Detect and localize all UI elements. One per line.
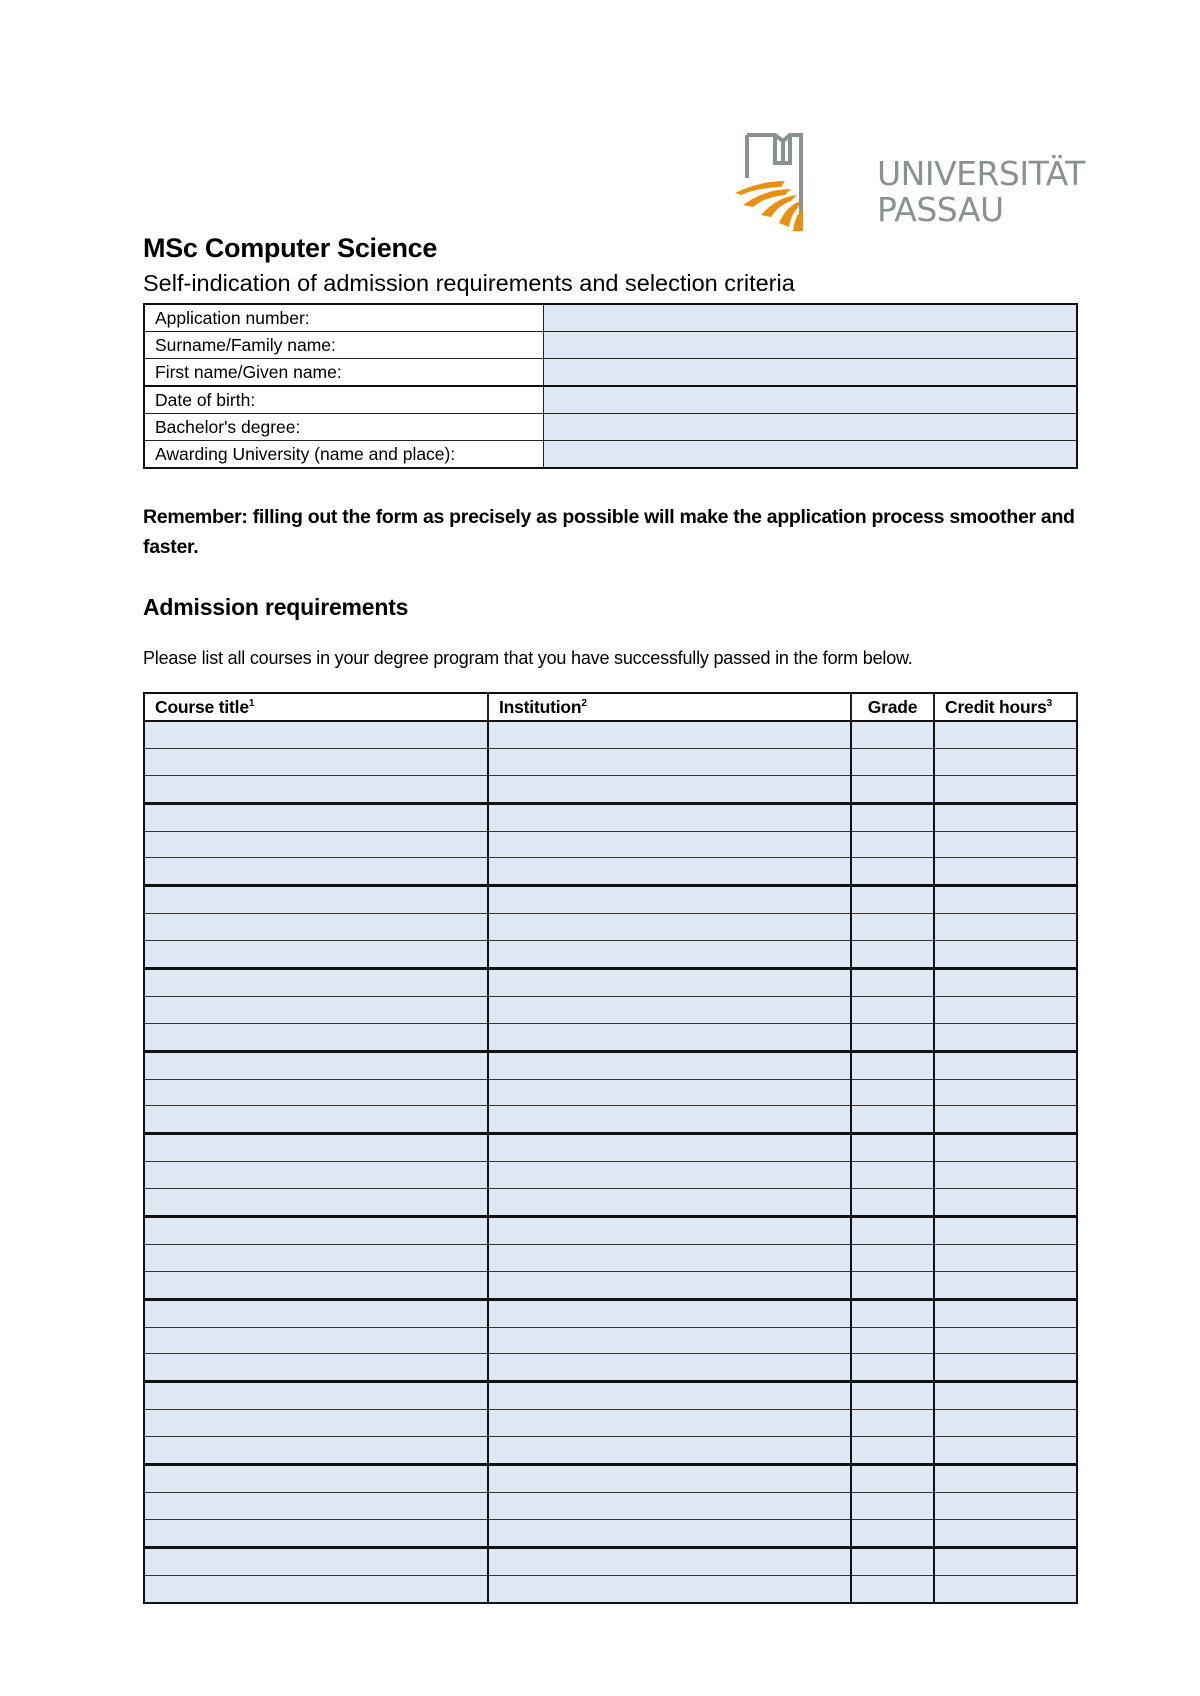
grade-cell[interactable] xyxy=(851,996,934,1023)
table-row xyxy=(144,1327,1077,1354)
course-title-cell[interactable] xyxy=(144,1382,488,1410)
credit-hours-cell[interactable] xyxy=(934,831,1077,858)
applicant-info-table xyxy=(143,303,1078,469)
table-row xyxy=(144,1271,1077,1299)
institution-cell[interactable] xyxy=(488,941,851,969)
info-row-application-number xyxy=(144,304,1077,332)
institution-cell[interactable] xyxy=(488,1134,851,1162)
course-title-cell[interactable] xyxy=(144,996,488,1023)
course-title-cell[interactable] xyxy=(144,1079,488,1106)
table-row xyxy=(144,1547,1077,1575)
credit-hours-cell[interactable] xyxy=(934,1410,1077,1437)
grade-cell[interactable] xyxy=(851,1410,934,1437)
admission-instruction: Please list all courses in your degree program that you have successfully passed in the form below. xyxy=(143,648,913,668)
credit-hours-cell[interactable] xyxy=(934,1271,1077,1299)
grade-cell[interactable] xyxy=(851,748,934,775)
grade-cell[interactable] xyxy=(851,858,934,886)
credit-hours-cell[interactable] xyxy=(934,1217,1077,1245)
course-title-cell[interactable] xyxy=(144,775,488,803)
table-row xyxy=(144,1079,1077,1106)
grade-cell[interactable] xyxy=(851,831,934,858)
course-title-cell[interactable] xyxy=(144,1354,488,1382)
course-title-cell[interactable] xyxy=(144,803,488,831)
table-row xyxy=(144,1465,1077,1493)
courses-body xyxy=(144,721,1077,1603)
institution-cell[interactable] xyxy=(488,1354,851,1382)
course-title-cell[interactable] xyxy=(144,1575,488,1602)
credit-hours-cell[interactable] xyxy=(934,1354,1077,1382)
course-title-cell[interactable] xyxy=(144,721,488,748)
grade-cell[interactable] xyxy=(851,1134,934,1162)
header-label: Institution xyxy=(499,696,582,717)
first-name-field[interactable] xyxy=(543,359,1077,387)
course-title-cell[interactable] xyxy=(144,1410,488,1437)
credit-hours-cell[interactable] xyxy=(934,886,1077,914)
credit-hours-cell[interactable] xyxy=(934,748,1077,775)
header-label: Course title xyxy=(155,696,249,717)
credit-hours-cell[interactable] xyxy=(934,1382,1077,1410)
info-row-bachelors-degree xyxy=(144,414,1077,441)
credit-hours-cell[interactable] xyxy=(934,1299,1077,1327)
course-title-cell[interactable] xyxy=(144,886,488,914)
table-row xyxy=(144,969,1077,997)
table-row xyxy=(144,996,1077,1023)
column-header-credit-hours xyxy=(934,693,1077,721)
awarding-university-field[interactable] xyxy=(543,441,1077,469)
credit-hours-cell[interactable] xyxy=(934,1051,1077,1079)
bachelors-degree-field[interactable] xyxy=(543,414,1077,441)
course-title-cell[interactable] xyxy=(144,1134,488,1162)
table-row xyxy=(144,1492,1077,1519)
table-row xyxy=(144,1106,1077,1134)
institution-cell[interactable] xyxy=(488,1547,851,1575)
institution-cell[interactable] xyxy=(488,996,851,1023)
institution-cell[interactable] xyxy=(488,1492,851,1519)
table-row xyxy=(144,1162,1077,1189)
institution-cell[interactable] xyxy=(488,1271,851,1299)
table-row xyxy=(144,1519,1077,1547)
table-row xyxy=(144,886,1077,914)
credit-hours-cell[interactable] xyxy=(934,996,1077,1023)
grade-cell[interactable] xyxy=(851,1299,934,1327)
course-title-cell[interactable] xyxy=(144,1492,488,1519)
table-row xyxy=(144,831,1077,858)
grade-cell[interactable] xyxy=(851,721,934,748)
footnote-marker: 1 xyxy=(248,697,255,709)
institution-cell[interactable] xyxy=(488,1465,851,1493)
credit-hours-cell[interactable] xyxy=(934,1437,1077,1465)
surname-field[interactable] xyxy=(543,332,1077,359)
grade-cell[interactable] xyxy=(851,1492,934,1519)
course-title-cell[interactable] xyxy=(144,1189,488,1217)
institution-cell[interactable] xyxy=(488,858,851,886)
institution-cell[interactable] xyxy=(488,1106,851,1134)
institution-cell[interactable] xyxy=(488,1437,851,1465)
credit-hours-cell[interactable] xyxy=(934,775,1077,803)
info-label: Surname/Family name: xyxy=(144,332,543,359)
table-row xyxy=(144,1023,1077,1051)
info-label: Application number: xyxy=(144,304,543,332)
course-title-cell[interactable] xyxy=(144,1023,488,1051)
credit-hours-cell[interactable] xyxy=(934,969,1077,997)
page-subtitle: Self-indication of admission requirements and selection criteria xyxy=(143,270,795,296)
info-label: Awarding University (name and place): xyxy=(144,441,543,469)
grade-cell[interactable] xyxy=(851,775,934,803)
table-row xyxy=(144,1382,1077,1410)
table-row xyxy=(144,1189,1077,1217)
credit-hours-cell[interactable] xyxy=(934,914,1077,941)
table-row xyxy=(144,803,1077,831)
table-row xyxy=(144,1575,1077,1602)
institution-cell[interactable] xyxy=(488,803,851,831)
institution-cell[interactable] xyxy=(488,969,851,997)
table-row xyxy=(144,914,1077,941)
institution-cell[interactable] xyxy=(488,1382,851,1410)
admission-requirements-heading: Admission requirements xyxy=(143,594,409,620)
institution-cell[interactable] xyxy=(488,1299,851,1327)
credit-hours-cell[interactable] xyxy=(934,1106,1077,1134)
institution-cell[interactable] xyxy=(488,1023,851,1051)
grade-cell[interactable] xyxy=(851,969,934,997)
grade-cell[interactable] xyxy=(851,1162,934,1189)
info-row-first-name xyxy=(144,359,1077,387)
reminder-note: Remember: filling out the form as precisely as possible will make the application process smoother and faster. xyxy=(143,506,1075,558)
institution-cell[interactable] xyxy=(488,914,851,941)
date-of-birth-field[interactable] xyxy=(543,386,1077,414)
credit-hours-cell[interactable] xyxy=(934,941,1077,969)
institution-cell[interactable] xyxy=(488,1051,851,1079)
institution-cell[interactable] xyxy=(488,1079,851,1106)
grade-cell[interactable] xyxy=(851,1519,934,1547)
courses-header-row xyxy=(144,693,1077,721)
course-title-cell[interactable] xyxy=(144,858,488,886)
credit-hours-cell[interactable] xyxy=(934,1492,1077,1519)
footnote-marker: 2 xyxy=(581,697,587,709)
table-row xyxy=(144,721,1077,748)
course-title-cell[interactable] xyxy=(144,969,488,997)
grade-cell[interactable] xyxy=(851,941,934,969)
grade-cell[interactable] xyxy=(851,1465,934,1493)
institution-cell[interactable] xyxy=(488,1189,851,1217)
grade-cell[interactable] xyxy=(851,1547,934,1575)
table-row xyxy=(144,941,1077,969)
grade-cell[interactable] xyxy=(851,886,934,914)
grade-cell[interactable] xyxy=(851,1327,934,1354)
credit-hours-cell[interactable] xyxy=(934,1327,1077,1354)
grade-cell[interactable] xyxy=(851,1079,934,1106)
credit-hours-cell[interactable] xyxy=(934,858,1077,886)
grade-cell[interactable] xyxy=(851,914,934,941)
grade-cell[interactable] xyxy=(851,803,934,831)
table-row xyxy=(144,1051,1077,1079)
course-title-cell[interactable] xyxy=(144,941,488,969)
institution-cell[interactable] xyxy=(488,1162,851,1189)
table-row xyxy=(144,1354,1077,1382)
grade-cell[interactable] xyxy=(851,1437,934,1465)
credit-hours-cell[interactable] xyxy=(934,1465,1077,1493)
credit-hours-cell[interactable] xyxy=(934,1244,1077,1271)
institution-cell[interactable] xyxy=(488,1575,851,1602)
credit-hours-cell[interactable] xyxy=(934,1519,1077,1547)
university-logo xyxy=(735,133,1090,233)
credit-hours-cell[interactable] xyxy=(934,1079,1077,1106)
course-title-cell[interactable] xyxy=(144,914,488,941)
table-row xyxy=(144,748,1077,775)
course-title-cell[interactable] xyxy=(144,1106,488,1134)
credit-hours-cell[interactable] xyxy=(934,1575,1077,1602)
credit-hours-cell[interactable] xyxy=(934,721,1077,748)
grade-cell[interactable] xyxy=(851,1217,934,1245)
courses-table xyxy=(143,692,1078,1604)
course-title-cell[interactable] xyxy=(144,1519,488,1547)
credit-hours-cell[interactable] xyxy=(934,1547,1077,1575)
logo-text-passau: PASSAU xyxy=(877,190,1004,229)
info-label: First name/Given name: xyxy=(144,359,543,387)
credit-hours-cell[interactable] xyxy=(934,803,1077,831)
table-row xyxy=(144,1410,1077,1437)
grade-cell[interactable] xyxy=(851,1271,934,1299)
logo-text-universitaet: UNIVERSITÄT xyxy=(877,154,1085,193)
grade-cell[interactable] xyxy=(851,1023,934,1051)
page-title: MSc Computer Science xyxy=(143,233,438,263)
course-title-cell[interactable] xyxy=(144,1051,488,1079)
credit-hours-cell[interactable] xyxy=(934,1162,1077,1189)
course-title-cell[interactable] xyxy=(144,1271,488,1299)
credit-hours-cell[interactable] xyxy=(934,1134,1077,1162)
institution-cell[interactable] xyxy=(488,886,851,914)
institution-cell[interactable] xyxy=(488,748,851,775)
table-row xyxy=(144,1299,1077,1327)
column-header-institution xyxy=(488,693,851,721)
institution-cell[interactable] xyxy=(488,1244,851,1271)
course-title-cell[interactable] xyxy=(144,1299,488,1327)
credit-hours-cell[interactable] xyxy=(934,1189,1077,1217)
grade-cell[interactable] xyxy=(851,1382,934,1410)
university-emblem-icon xyxy=(735,133,875,233)
info-label: Date of birth: xyxy=(144,386,543,414)
grade-cell[interactable] xyxy=(851,1354,934,1382)
course-title-cell[interactable] xyxy=(144,831,488,858)
info-row-date-of-birth xyxy=(144,386,1077,414)
grade-cell[interactable] xyxy=(851,1189,934,1217)
course-title-cell[interactable] xyxy=(144,1437,488,1465)
table-row xyxy=(144,775,1077,803)
info-row-surname xyxy=(144,332,1077,359)
course-title-cell[interactable] xyxy=(144,1547,488,1575)
institution-cell[interactable] xyxy=(488,831,851,858)
course-title-cell[interactable] xyxy=(144,1244,488,1271)
institution-cell[interactable] xyxy=(488,1327,851,1354)
institution-cell[interactable] xyxy=(488,1519,851,1547)
table-row xyxy=(144,1217,1077,1245)
info-label: Bachelor's degree: xyxy=(144,414,543,441)
table-row xyxy=(144,858,1077,886)
column-header-grade xyxy=(851,693,934,721)
credit-hours-cell[interactable] xyxy=(934,1023,1077,1051)
info-row-awarding-university xyxy=(144,441,1077,469)
course-title-cell[interactable] xyxy=(144,1327,488,1354)
table-row xyxy=(144,1437,1077,1465)
course-title-cell[interactable] xyxy=(144,1465,488,1493)
column-header-course-title xyxy=(144,693,488,721)
course-title-cell[interactable] xyxy=(144,1217,488,1245)
grade-cell[interactable] xyxy=(851,1244,934,1271)
grade-cell[interactable] xyxy=(851,1106,934,1134)
course-title-cell[interactable] xyxy=(144,748,488,775)
header-label: Grade xyxy=(867,696,918,717)
institution-cell[interactable] xyxy=(488,1217,851,1245)
course-title-cell[interactable] xyxy=(144,1162,488,1189)
footnote-marker: 3 xyxy=(1046,697,1053,709)
institution-cell[interactable] xyxy=(488,775,851,803)
institution-cell[interactable] xyxy=(488,721,851,748)
grade-cell[interactable] xyxy=(851,1051,934,1079)
application-number-field[interactable] xyxy=(543,304,1077,332)
table-row xyxy=(144,1244,1077,1271)
institution-cell[interactable] xyxy=(488,1410,851,1437)
table-row xyxy=(144,1134,1077,1162)
header-label: Credit hours xyxy=(945,696,1047,717)
grade-cell[interactable] xyxy=(851,1575,934,1602)
